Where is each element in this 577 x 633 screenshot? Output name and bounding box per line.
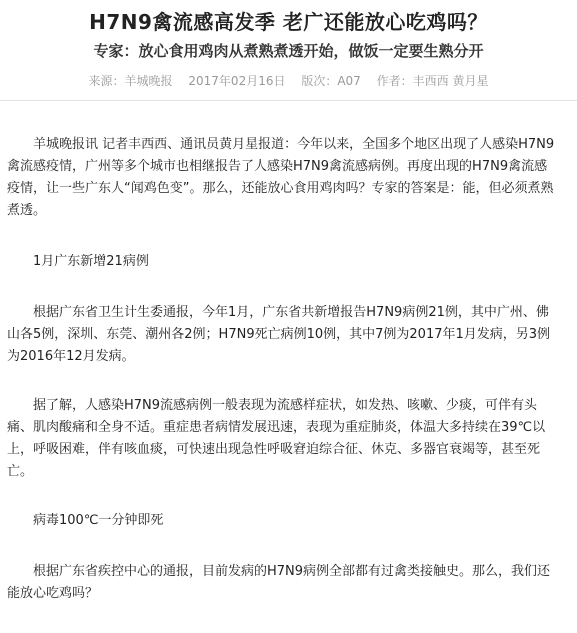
paragraph: 根据广东省疾控中心的通报，目前发病的H7N9病例全部都有过禽类接触史。那么，我们还能放心吃鸡吗？: [7, 564, 551, 601]
paragraph: 据了解，人感染H7N9流感病例一般表现为流感样症状，如发热、咳嗽、少痰，可伴有头痛、肌肉酸痛和全身不适。重症患者病情发展迅速，表现为重症肺炎，体温大多持续在39℃以上，呼吸困难，伴有咳血痰，可快速出现急性呼吸窘迫综合征、休克、多器官衰竭等，甚至死亡。: [7, 398, 546, 479]
paragraph-lead: 羊城晚报讯 记者丰西西、通讯员黄月星报道：今年以来，全国多个地区出现了人感染H7N9禽流感疫情，广州等多个城市也相继报告了人感染H7N9禽流感病例。再度出现的H7N9禽流感疫情，让一些广东人“闻鸡色变”。那么，还能放心食用鸡肉吗？专家的答案是：能，但必须煮熟煮透。: [7, 137, 555, 218]
header-divider: [0, 100, 577, 101]
meta-page: 版次：A07: [301, 74, 361, 88]
article-meta: [0, 72, 577, 90]
article-body: [7, 134, 559, 632]
section-heading: 病毒100℃一分钟即死: [33, 513, 164, 528]
meta-author: 作者：丰西西 黄月星: [376, 74, 489, 88]
section-heading: 1月广东新增21病例: [33, 254, 149, 269]
article-subtitle: 专家：放心食用鸡肉从煮熟煮透开始，做饭一定要生熟分开: [93, 42, 484, 60]
article-title: H7N9禽流感高发季 老广还能放心吃鸡吗？: [89, 10, 488, 34]
meta-source: 来源：羊城晚报: [88, 74, 173, 88]
meta-date: 2017年02月16日: [188, 74, 286, 88]
paragraph: 根据广东省卫生计生委通报，今年1月，广东省共新增报告H7N9病例21例，其中广州、佛山各5例，深圳、东莞、潮州各2例；H7N9死亡病例10例，其中7例为2017年1月发病，另3例为2016年12月发病。: [7, 305, 551, 364]
